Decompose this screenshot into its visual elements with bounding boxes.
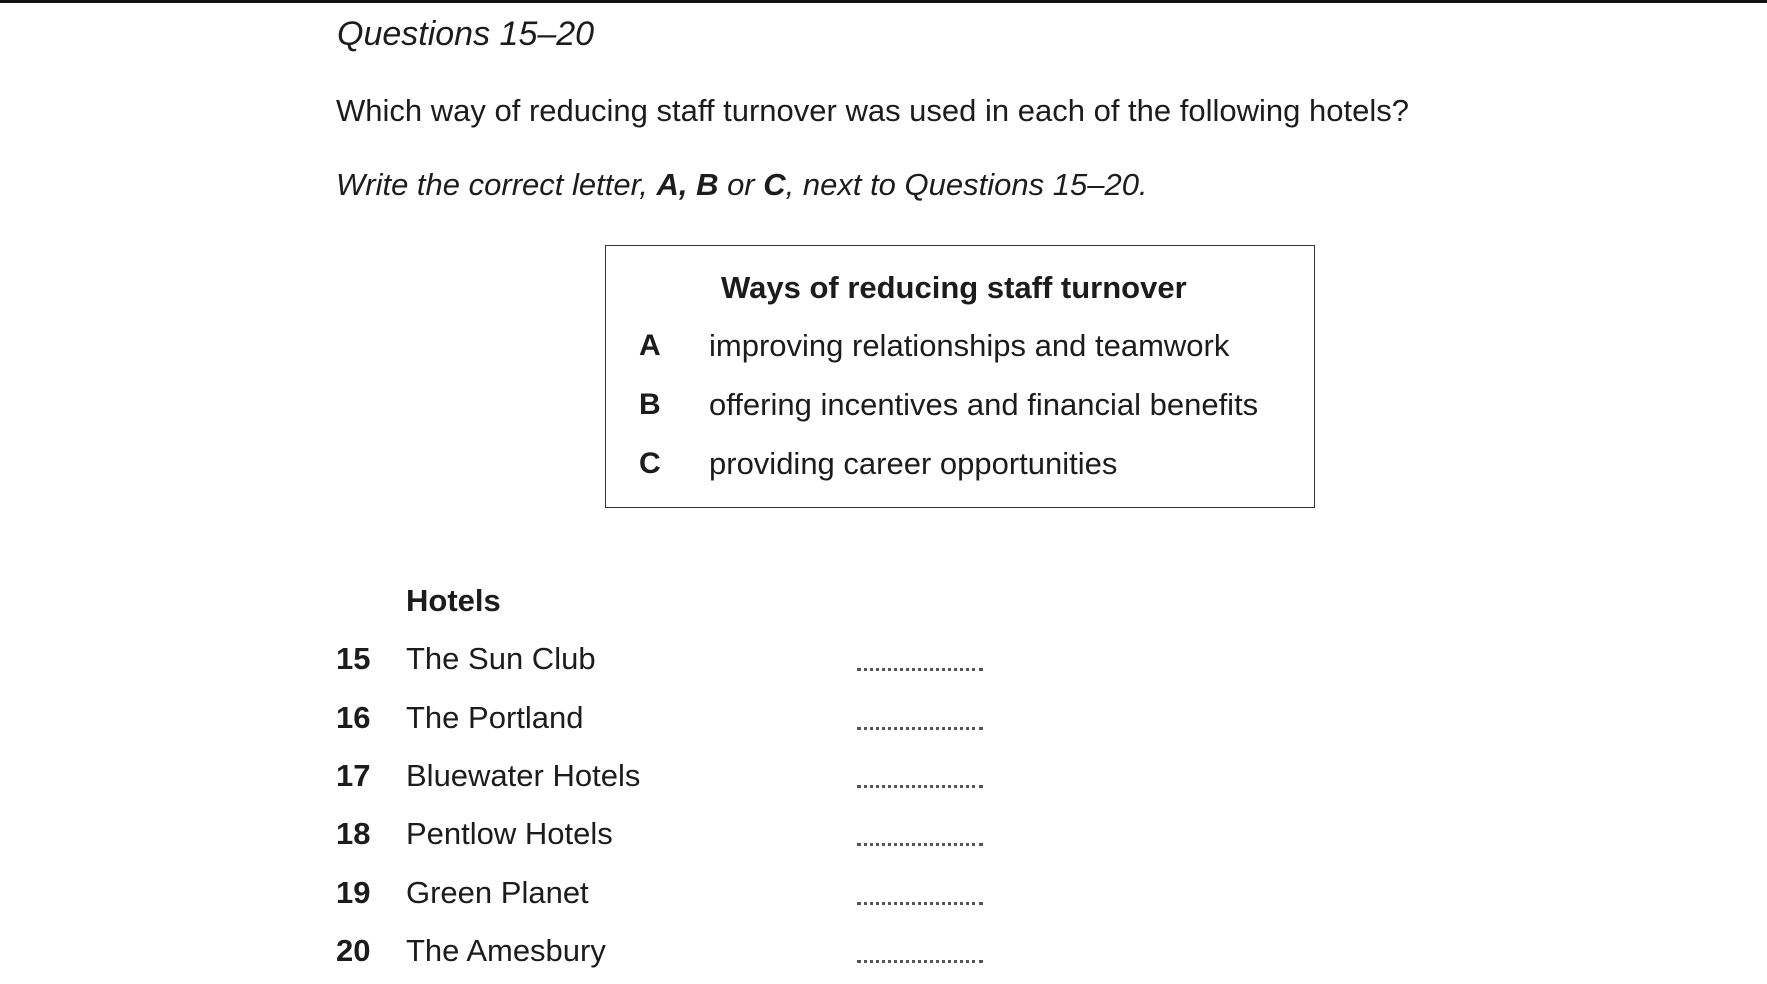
hotel-row-18 [0, 814, 1767, 854]
question-number: 18 [336, 816, 371, 851]
option-a [606, 326, 1314, 366]
instruction-letter-b: B [696, 167, 719, 202]
instruction-text [336, 165, 1148, 205]
hotel-row-15 [0, 639, 1767, 679]
hotel-name: The Amesbury [406, 933, 606, 968]
top-border-line [0, 0, 1767, 3]
hotel-row-17 [0, 756, 1767, 796]
section-heading: Questions 15–20 [337, 15, 595, 53]
question-number: 16 [336, 700, 371, 735]
hotel-name: Green Planet [406, 875, 589, 910]
option-text: offering incentives and financial benefits [709, 387, 1259, 422]
options-box-title: Ways of reducing staff turnover [721, 270, 1187, 305]
option-letter: C [639, 447, 661, 480]
question-number: 19 [336, 875, 371, 910]
answer-blank[interactable] [857, 720, 983, 730]
answer-blank[interactable] [857, 895, 983, 905]
answer-blank[interactable] [857, 778, 983, 788]
instruction-suffix: , next to Questions 15–20. [785, 167, 1148, 202]
option-text: providing career opportunities [709, 446, 1118, 481]
instruction-separator: , [678, 167, 697, 202]
hotel-row-19 [0, 873, 1767, 913]
options-box [605, 245, 1315, 508]
hotels-header: Hotels [406, 583, 501, 618]
answer-blank[interactable] [857, 953, 983, 963]
question-text: Which way of reducing staff turnover was used in each of the following hotels? [336, 93, 1409, 128]
instruction-letter-c: C [763, 167, 786, 202]
hotel-name: The Sun Club [406, 641, 596, 676]
option-text: improving relationships and teamwork [709, 328, 1230, 363]
option-letter: B [639, 388, 661, 421]
hotel-name: Bluewater Hotels [406, 758, 641, 793]
instruction-prefix: Write the correct letter, [336, 167, 657, 202]
question-number: 17 [336, 758, 371, 793]
question-number: 15 [336, 641, 371, 676]
question-number: 20 [336, 933, 371, 968]
hotel-row-16 [0, 698, 1767, 738]
hotel-name: The Portland [406, 700, 584, 735]
instruction-or: or [718, 167, 764, 202]
option-c [606, 444, 1314, 484]
answer-blank[interactable] [857, 661, 983, 671]
option-letter: A [639, 329, 661, 362]
instruction-letter-a: A [656, 167, 679, 202]
hotel-row-20 [0, 931, 1767, 971]
answer-blank[interactable] [857, 836, 983, 846]
option-b [606, 385, 1314, 425]
hotel-name: Pentlow Hotels [406, 816, 613, 851]
